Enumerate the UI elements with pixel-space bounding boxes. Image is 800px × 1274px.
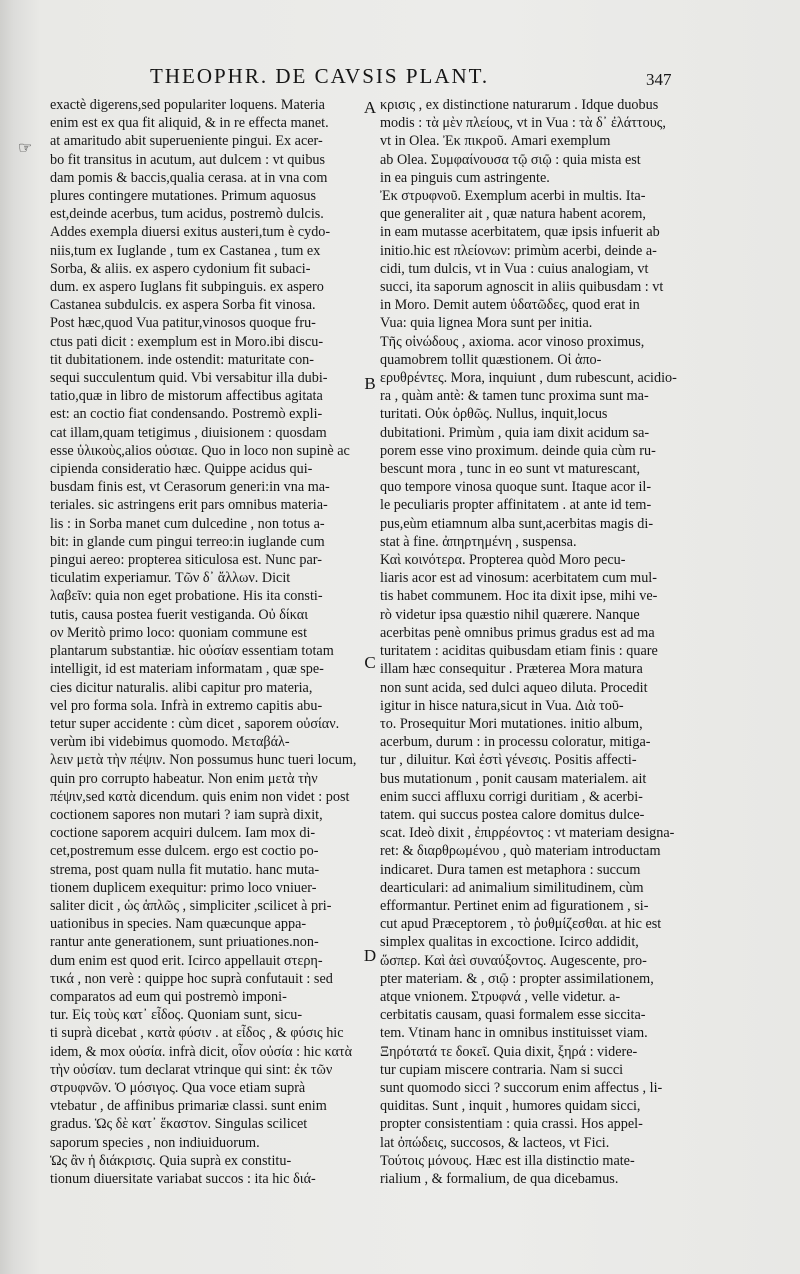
text-line: Addes exempla diuersi exitus austeri,tum è cydo- xyxy=(50,224,331,241)
text-line: strema, post quam nulla fit mutatio. hanc muta- xyxy=(50,861,320,878)
text-line: vtebatur , de affinibus primariæ classi. sunt enim xyxy=(50,1098,327,1115)
text-line: intelligit, id est materiam informatam , quæ spe- xyxy=(50,661,324,678)
text-line: dam pomis & baccis,qualia cerasa. at in vna com xyxy=(50,169,328,186)
text-line: acerbitas penè omnibus primus gradus est ad ma xyxy=(380,624,655,641)
text-line: saliter dicit , ὡς ἁπλῶς , simpliciter ,scilicet à pri- xyxy=(50,897,332,914)
text-line: initio.hic est πλείονων: primùm acerbi, deinde a- xyxy=(380,242,657,259)
text-line: uationibus in species. Nam quæcunque appa- xyxy=(50,916,307,933)
text-line: le peculiaris propter affinitatem . at ante id tem- xyxy=(380,497,652,514)
text-line: in ea pinguis cum astringente. xyxy=(380,169,550,186)
text-line: comparatos ad eum qui postremò imponi- xyxy=(50,988,287,1005)
margin-letter-a: A xyxy=(363,98,377,117)
text-line: ti suprà dicebat , κατὰ φύσιν . at εἶδος , & φύσις hic xyxy=(50,1025,344,1042)
text-line: coctionem sapores non mutari ? iam suprà dixit, xyxy=(50,806,323,823)
page-number: 347 xyxy=(646,70,672,89)
text-line: τὴν οὐσίαν. tum declarat vtrinque qui sint: ἐκ τῶν xyxy=(50,1061,333,1078)
text-line: quo tempore vinosa quoque sunt. Itaque acor il- xyxy=(380,479,652,496)
text-line: tur cupiam miscere contraria. Nam si succi xyxy=(380,1061,624,1078)
text-line: turitati. Οὐκ ὀρθῶς. Nullus, inquit,locus xyxy=(380,406,608,423)
text-line: Post hæc,quod Vua patitur,vinosos quoque fru- xyxy=(50,315,316,332)
text-line: esse ὑλικοὺς,alios οὐσιαε. Quo in loco non supinè ac xyxy=(50,442,350,459)
text-line: simplex qualitas in excoctione. Icirco addidit, xyxy=(380,934,639,951)
text-line: plures contingere mutationes. Primum aquosus xyxy=(50,188,316,205)
text-line: lis : in Sorba manet cum dulcedine , non totus a- xyxy=(50,515,325,532)
text-line: ερυθρέντες. Mora, inquiunt , dum rubescunt, acidio- xyxy=(380,370,677,387)
text-line: exactè digerens,sed populariter loquens. Materia xyxy=(50,97,325,113)
text-line: quiditas. Sunt , inquit , humores quidam sicci, xyxy=(380,1098,641,1115)
text-line: igitur in hisce natura,sicut in Vua. Διὰ τοῦ- xyxy=(380,697,624,714)
text-line: tit dubitationem. inde ostendit: maturitate con- xyxy=(50,351,314,368)
margin-letter-d: D xyxy=(363,946,377,965)
text-line: tionum diuersitate variabat succos : ita hic διά- xyxy=(50,1170,316,1187)
text-line: ον Meritò primo loco: quoniam commune est xyxy=(50,624,308,641)
text-line: verùm ibi videbimus quomodo. Μεταβάλ- xyxy=(50,734,290,751)
text-line: que generaliter ait , quæ natura habent acorem, xyxy=(380,206,646,223)
text-line: tur. Εἰς τοὺς κατ᾽ εἶδος. Quoniam sunt, sicu- xyxy=(50,1007,303,1024)
text-line: succi, ita saporum agnoscit in aliis quibusdam : vt xyxy=(380,279,664,296)
text-line: pus,eùm etiamnum alba sunt,acerbitas magis di- xyxy=(380,515,654,532)
text-line: rialium , & formalium, de qua dicebamus. xyxy=(380,1170,619,1187)
text-line: Ἐκ στρυφνοῦ. Exemplum acerbi in multis. Ita- xyxy=(380,188,646,205)
text-line: tionem duplicem exequitur: primo loco vniuer- xyxy=(50,879,317,896)
text-line: tetur super accidente : cùm dicet , saporem οὐσίαν. xyxy=(50,715,340,732)
text-line: Ὡς ἂν ἡ διάκρισις. Quia suprà ex constitu- xyxy=(50,1152,292,1169)
text-line: bescunt mora , tunc in eo sunt vt maturescant, xyxy=(380,461,641,478)
text-line: sunt quomodo sicci ? succorum enim affectus , li- xyxy=(380,1079,663,1096)
text-line: Vua: quia lignea Mora sunt per initia. xyxy=(380,315,593,332)
text-line: illam hæc consequitur . Præterea Mora matura xyxy=(380,661,643,678)
text-line: dearticulari: ad animalium similitudinem, cùm xyxy=(380,879,644,896)
text-line: πέψιν,sed κατὰ dicendum. quis enim non videt : post xyxy=(50,788,350,805)
text-line: teriales. sic astringens erit pars omnibus materia- xyxy=(50,497,328,514)
text-line: non sunt acida, sed dulci aqueo diluta. Procedit xyxy=(380,679,648,696)
text-line: ὥσπερ. Καὶ ἀεὶ συναύξοντος. Augescente, pro- xyxy=(380,952,647,969)
text-line: στρυφνῶν. Ὁ μόσιγος. Qua voce etiam suprà xyxy=(50,1079,306,1096)
page-header xyxy=(150,64,680,94)
text-line: saporum species , non indiuiduorum. xyxy=(50,1134,260,1151)
text-line: in Moro. Demit autem ὑδατῶδες, quod erat in xyxy=(380,297,640,314)
text-line: enim est ex qua fit aliquid, & in re effecta manet. xyxy=(50,115,329,132)
text-line: ret: & διαρθρωμένου , quò materiam introductam xyxy=(380,843,661,860)
text-line: busdam finis est, vt Cerasorum generi:in vna ma- xyxy=(50,479,330,496)
text-line: coctione saporem acquiri dulcem. Iam mox di- xyxy=(50,825,316,842)
text-line: ra , quàm antè: & tamen tunc proxima sunt ma- xyxy=(380,388,649,405)
text-line: enim succi affluxu corrigi duritiam , & acerbi- xyxy=(380,788,643,805)
text-line: efformantur. Pertinet enim ad figurationem , si- xyxy=(380,897,649,914)
text-line: est,deinde acerbus, tum acidus, postremò dulcis. xyxy=(50,206,324,223)
text-line: quin pro corrupto habeatur. Non enim μετὰ τὴν xyxy=(50,770,318,787)
pointing-hand-icon: ☞ xyxy=(18,140,33,157)
text-line: pingui aereo: propterea siticulosa est. Nunc par- xyxy=(50,552,322,569)
right-column xyxy=(380,96,696,1188)
text-line: κρισις , ex distinctione naturarum . Idque duobus xyxy=(380,97,659,113)
text-line: at amaritudo abit superueniente pingui. Ex acer- xyxy=(50,133,323,150)
text-line: tur , diluitur. Καὶ ἐστὶ γένεσις. Positis affecti- xyxy=(380,752,637,769)
text-line: cut apud Præceptorem , τὸ ῥυθμίζεσθαι. at hic est xyxy=(380,916,662,933)
text-line: tis habet communem. Hoc ita dixit ipse, mihi ve- xyxy=(380,588,658,605)
text-line: Τῆς οἰνώδους , axioma. acor vinoso proximus, xyxy=(380,333,645,350)
text-line: tutis, causa postea fuerit vestiganda. Οὐ δίκαι xyxy=(50,606,309,623)
text-line: cies dicitur naturalis. alibi capitur pro materia, xyxy=(50,679,313,696)
text-line: Sorba, & aliis. ex aspero cydonium fit subaci- xyxy=(50,260,311,277)
text-line: porem esse vino proximum. deinde quia cùm ru- xyxy=(380,442,656,459)
text-line: Καὶ κοινότερα. Propterea quòd Moro pecu- xyxy=(380,552,626,569)
text-line: bus mutationum , ponit causam materialem. ait xyxy=(380,770,647,787)
text-line: ab Olea. Συμφαίνουσα τῷ σιῷ : quia mista est xyxy=(380,151,641,168)
text-line: propter consistentiam : quia crassi. Hos appel- xyxy=(380,1116,643,1133)
text-line: ticulatim experiamur. Τῶν δ᾽ ἄλλων. Dicit xyxy=(50,570,291,587)
text-line: Τούτοις μόνους. Hæc est illa distinctio mate- xyxy=(380,1152,635,1169)
text-line: bit: in glande cum pingui terreo:in iuglande cum xyxy=(50,533,325,550)
text-line: rò videtur ipsa quæstio nihil quærere. Nanque xyxy=(380,606,640,623)
text-line: vel pro forma sola. Infrà in extremo capitis abu- xyxy=(50,697,323,714)
text-line: gradus. Ὡς δὲ κατ᾽ ἕκαστον. Singulas scilicet xyxy=(50,1116,308,1133)
text-line: tatio,quæ in libro de mistorum affectibus agitata xyxy=(50,388,323,405)
text-line: est: an coctio fiat condensando. Postremò expli- xyxy=(50,406,323,423)
text-line: cipienda consideratio hæc. Quippe acidus qui- xyxy=(50,461,313,478)
text-line: stat à fine. ἀπηρτημένη , suspensa. xyxy=(380,533,577,550)
text-line: liaris acor est ad vinosum: acerbitatem cum mul- xyxy=(380,570,657,587)
text-line: cerbitatis causam, quasi formalem esse siccita- xyxy=(380,1007,646,1024)
text-line: Castanea subdulcis. ex aspera Sorba fit vinosa. xyxy=(50,297,316,314)
text-line: sequi succulentum quid. Vbi versabitur illa dubi- xyxy=(50,370,328,387)
text-line: dum. ex aspero Iuglans fit subpinguis. ex aspero xyxy=(50,279,324,296)
text-line: dubitationi. Primùm , quia iam dixit acidum sa- xyxy=(380,424,650,441)
text-line: niis,tum ex Iuglande , tum ex Castanea , tum ex xyxy=(50,242,321,259)
running-title: THEOPHR. DE CAVSIS PLANT. xyxy=(150,64,490,88)
margin-letter-b: B xyxy=(364,374,376,393)
text-line: cidi, tum dulcis, vt in Vua : cuius analogiam, vt xyxy=(380,260,649,277)
text-line: vt in Olea. Ἐκ πικροῦ. Amari exemplum xyxy=(380,133,611,150)
text-line: pter materiam. & , σιῷ : propter assimilationem, xyxy=(380,970,654,987)
text-line: rantur ante generationem, sunt priuationes.non- xyxy=(50,934,319,951)
text-line: quamobrem tollit quæstionem. Οἱ ἀπο- xyxy=(380,351,602,368)
text-line: το. Prosequitur Mori mutationes. initio album, xyxy=(380,715,643,732)
text-line: λαβεῖν: quia non eget probatione. His ita consti- xyxy=(50,588,323,605)
text-line: turitatem : aciditas quibusdam etiam finis : quare xyxy=(380,643,658,660)
text-line: atque vnionem. Στρυφνά , velle videtur. a- xyxy=(380,988,621,1005)
left-column xyxy=(50,96,360,1188)
text-line: plantarum substantiæ. hic οὐσίαν essentiam totam xyxy=(50,643,334,660)
text-line: tem. Vtinam hanc in omnibus instituisset viam. xyxy=(380,1025,648,1042)
text-line: in eam mutasse acerbitatem, quæ ipsis infuerit ab xyxy=(380,224,660,241)
text-line: scat. Ideò dixit , ἐπιρρέοντος : vt materiam designa- xyxy=(380,825,675,842)
text-line: Ξηρότατά τε δοκεῖ. Quia dixit, ξηρά : videre- xyxy=(380,1043,638,1060)
text-line: ctus pati dicit : exemplum est in Moro.ibi discu- xyxy=(50,333,324,350)
text-line: cat illam,quam tetigimus , diuisionem : quosdam xyxy=(50,424,327,441)
text-line: lat ὀπώδεις, succosos, & lacteos, vt Fici. xyxy=(380,1134,610,1151)
text-line: modis : τὰ μὲν πλείους, vt in Vua : τὰ δ᾽ ἐλάττους, xyxy=(380,115,666,132)
text-line: cet,postremum esse dulcem. ergo est coctio po- xyxy=(50,843,319,860)
text-line: acerbum, durum : in processu coloratur, mitiga- xyxy=(380,734,651,751)
text-line: tatem. qui succus postea calore domitus dulce- xyxy=(380,806,645,823)
text-line: λειν μετὰ τὴν πέψιν. Non possumus hunc tueri locum, xyxy=(50,752,357,769)
text-line: indicaret. Dura tamen est metaphora : succum xyxy=(380,861,641,878)
text-line: dum enim est quod erit. Icirco appellauit στερη- xyxy=(50,952,323,969)
margin-letter-c: C xyxy=(364,653,376,672)
text-line: idem, & mox οὐσία. infrà dicit, οἷον οὐσία : hic κατὰ xyxy=(50,1043,353,1060)
text-line: bo fit transitus in acutum, aut dulcem : vt quibus xyxy=(50,151,326,168)
text-line: τικά , non verè : quippe hoc suprà confutauit : sed xyxy=(50,970,333,987)
